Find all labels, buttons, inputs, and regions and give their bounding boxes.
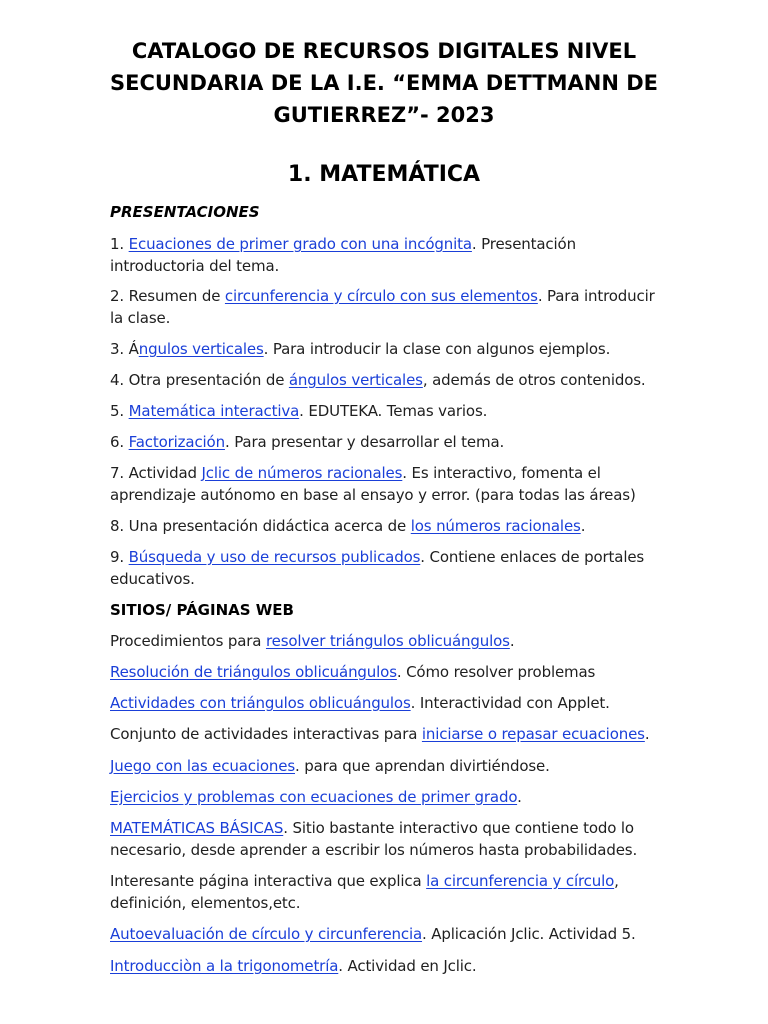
list-item [110,515,670,537]
item-text: 7. Actividad [110,464,202,482]
item-text: 1. [110,235,129,253]
item-text: 5. [110,402,129,420]
resource-link[interactable]: circunferencia y círculo con sus elementos [224,287,538,305]
resource-link[interactable]: Factorización [128,433,225,451]
item-text: 3. Á [110,340,139,358]
title-line: GUTIERREZ”- 2023 [273,103,495,127]
resource-link[interactable]: MATEMÁTICAS BÁSICAS [110,819,284,837]
item-text: . Para presentar y desarrollar el tema. [224,433,505,451]
list-item [110,285,670,329]
resource-link[interactable]: ngulos verticales [138,340,264,358]
resource-link[interactable]: Autoevaluación de círculo y circunferencia [110,925,423,943]
resource-link[interactable]: la circunferencia y círculo [426,872,615,890]
list-item [110,338,670,360]
item-text: 8. Una presentación didáctica acerca de [110,517,411,535]
title-line: SECUNDARIA DE LA I.E. “EMMA DETTMANN DE [110,71,658,95]
resource-link[interactable]: iniciarse o repasar ecuaciones [421,725,645,743]
list-item [110,431,670,453]
item-text: Procedimientos para [110,632,266,650]
item-text: . [517,788,522,806]
list-item [110,786,670,808]
resource-link[interactable]: Jclic de números racionales [201,464,403,482]
list-item [110,661,670,683]
item-text: . Presentación introductoria del tema. [110,235,576,275]
resource-link[interactable]: Actividades con triángulos oblicuángulos [110,694,411,712]
resource-link[interactable]: Juego con las ecuaciones [110,757,295,775]
title-line: CATALOGO DE RECURSOS DIGITALES NIVEL [131,39,637,63]
resource-link[interactable]: ángulos verticales [288,371,423,389]
item-text: . Para introducir la clase. [110,287,655,327]
resource-link[interactable]: Introducciòn a la trigonometría [110,957,339,975]
list-item [110,692,670,714]
item-text: , además de otros contenidos. [422,371,646,389]
item-text: 2. Resumen de [110,287,225,305]
sitios-heading: SITIOS/ PÁGINAS WEB [110,601,294,619]
item-text: . Aplicación Jclic. Actividad 5. [422,925,636,943]
item-text: . Actividad en Jclic. [338,957,477,975]
item-text: . Interactividad con Applet. [410,694,610,712]
list-item [110,955,670,977]
list-item [110,870,670,914]
item-text: . [580,517,586,535]
item-text: . Sitio bastante interactivo que contiene todo lo necesario, desde aprender a escribir los números hasta probabilidades. [110,819,638,859]
list-item [110,233,670,277]
item-text: 4. Otra presentación de [110,371,289,389]
presentaciones-heading: PRESENTACIONES [110,203,260,221]
list-item [110,462,670,506]
item-text: . [509,632,515,650]
document-title [100,35,668,131]
resource-link[interactable]: Búsqueda y uso de recursos publicados [128,548,421,566]
resource-link[interactable]: Ejercicios y problemas con ecuaciones de primer grado [110,788,518,806]
item-text: Interesante página interactiva que explica [110,872,427,890]
list-item [110,723,670,745]
section-heading-matematica: 1. MATEMÁTICA [287,162,481,187]
resource-link[interactable]: los números racionales [410,517,581,535]
item-text: . Cómo resolver problemas [396,663,596,681]
list-item [110,400,670,422]
item-text: . para que aprendan divirtiéndose. [294,757,550,775]
resource-link[interactable]: resolver triángulos oblicuángulos [265,632,510,650]
item-text: . [644,725,650,743]
list-item [110,755,670,777]
list-item [110,546,670,590]
resource-link[interactable]: Matemática interactiva [128,402,300,420]
list-item [110,369,670,391]
list-item [110,630,670,652]
item-text: , definición, elementos,etc. [110,872,619,912]
item-text: . Es interactivo, fomenta el aprendizaje autónomo en base al ensayo y error. (para todas las áreas) [110,464,636,504]
resource-link[interactable]: Ecuaciones de primer grado con una incógnita [128,235,472,253]
item-text: . EDUTEKA. Temas varios. [299,402,488,420]
item-text: . Contiene enlaces de portales educativos. [110,548,645,588]
list-item [110,817,670,861]
item-text: Conjunto de actividades interactivas para [110,725,422,743]
item-text: 9. [110,548,129,566]
item-text: . Para introducir la clase con algunos ejemplos. [263,340,611,358]
resource-link[interactable]: Resolución de triángulos oblicuángulos [110,663,397,681]
list-item [110,923,670,945]
item-text: 6. [110,433,129,451]
